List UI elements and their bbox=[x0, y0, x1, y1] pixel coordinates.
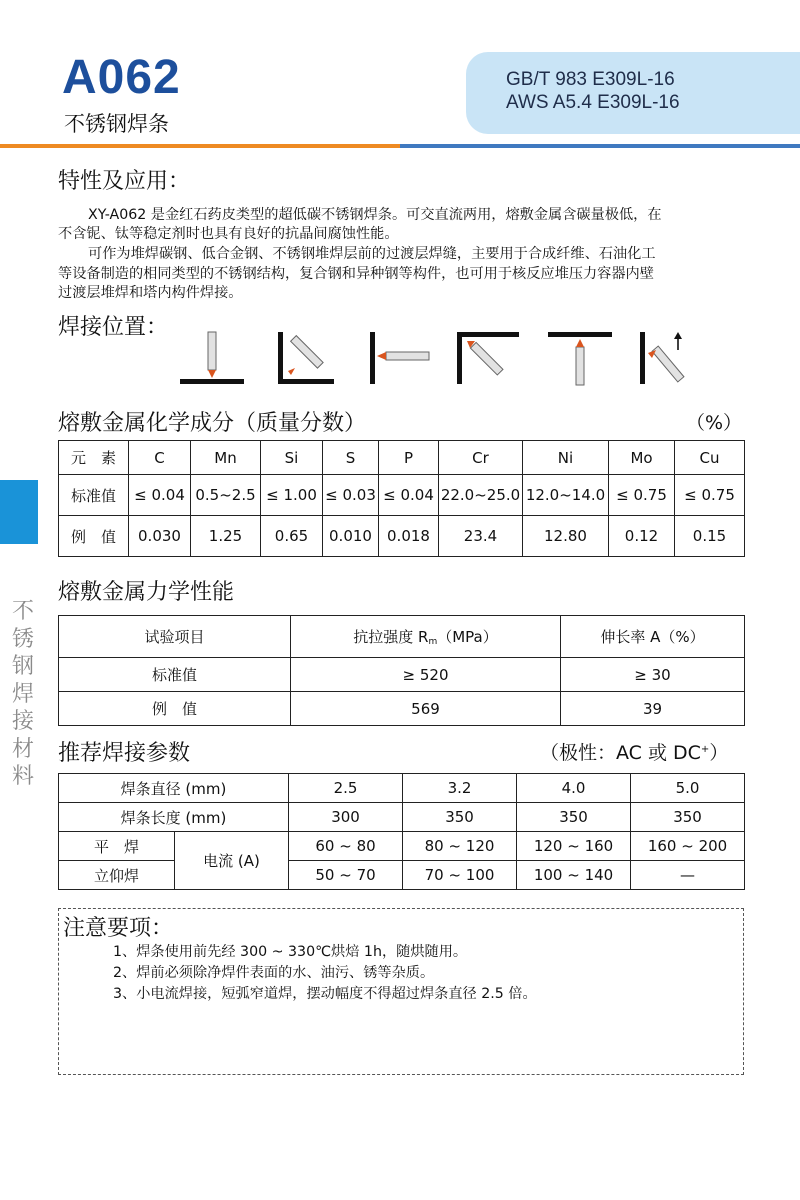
flat-current-2: 80 ~ 120 bbox=[403, 832, 517, 861]
features-para2-line2: 等设备制造的相同类型的不锈钢结构，复合钢和异种钢等构件，也可用于核反应堆压力容器内壁 bbox=[58, 266, 654, 282]
chemical-header-row bbox=[59, 441, 745, 475]
product-name: 不锈钢焊条 bbox=[64, 112, 169, 136]
params-polarity bbox=[540, 738, 728, 765]
standard-aws: AWS A5.4 E309L-16 bbox=[506, 92, 680, 113]
diameter-4: 5.0 bbox=[631, 774, 745, 803]
polarity-close: ） bbox=[709, 742, 729, 764]
standard-gb: GB/T 983 E309L-16 bbox=[506, 69, 675, 90]
notes-title: 注意要项： bbox=[63, 916, 174, 941]
length-4: 350 bbox=[631, 803, 745, 832]
side-tab-marker bbox=[0, 480, 38, 544]
mechanical-standard-label: 标准值 bbox=[59, 658, 291, 692]
features-para2-line3: 过渡层堆焊和塔内构件焊接。 bbox=[58, 285, 243, 301]
diameter-2: 3.2 bbox=[403, 774, 517, 803]
overhead-fillet-icon bbox=[457, 332, 519, 384]
element-s: S bbox=[323, 441, 379, 475]
diameter-label: 焊条直径 (mm) bbox=[59, 774, 289, 803]
mechanical-example-row bbox=[59, 692, 745, 726]
welding-position-icons bbox=[178, 328, 698, 390]
mechanical-col-tensile bbox=[291, 616, 561, 658]
features-para2-line1: 可作为堆焊碳钢、低合金钢、不锈钢堆焊层前的过渡层焊缝，主要用于合成纤维、石油化工 bbox=[88, 246, 656, 262]
example-s: 0.010 bbox=[323, 516, 379, 557]
chemical-example-row bbox=[59, 516, 745, 557]
note-item-1: 1、焊条使用前先经 300 ~ 330℃烘焙 1h，随烘随用。 bbox=[113, 944, 468, 960]
vertical-current-3: 100 ~ 140 bbox=[517, 861, 631, 890]
example-c: 0.030 bbox=[129, 516, 191, 557]
tensile-label: 抗拉强度 R bbox=[353, 628, 429, 646]
standard-cr: 22.0~25.0 bbox=[439, 475, 523, 516]
vertical-current-1: 50 ~ 70 bbox=[289, 861, 403, 890]
diameter-1: 2.5 bbox=[289, 774, 403, 803]
element-cr: Cr bbox=[439, 441, 523, 475]
params-flat-row bbox=[59, 832, 745, 861]
element-p: P bbox=[379, 441, 439, 475]
chemical-unit: （%） bbox=[686, 412, 743, 434]
mechanical-col-item: 试验项目 bbox=[59, 616, 291, 658]
params-table bbox=[58, 773, 745, 890]
mechanical-title: 熔敷金属力学性能 bbox=[58, 580, 235, 605]
chemical-header-label: 元 素 bbox=[59, 441, 129, 475]
flat-label: 平 焊 bbox=[59, 832, 175, 861]
mechanical-example-label: 例 值 bbox=[59, 692, 291, 726]
example-p: 0.018 bbox=[379, 516, 439, 557]
vertical-label: 立仰焊 bbox=[59, 861, 175, 890]
mechanical-standard-elongation: ≥ 30 bbox=[561, 658, 745, 692]
mechanical-standard-row bbox=[59, 658, 745, 692]
features-title: 特性及应用： bbox=[58, 169, 191, 194]
params-title: 推荐焊接参数 bbox=[58, 741, 191, 766]
example-mo: 0.12 bbox=[609, 516, 675, 557]
mechanical-header-row bbox=[59, 616, 745, 658]
standard-ni: 12.0~14.0 bbox=[523, 475, 609, 516]
vertical-current-4: — bbox=[631, 861, 745, 890]
example-mn: 1.25 bbox=[191, 516, 261, 557]
element-si: Si bbox=[261, 441, 323, 475]
standard-s: ≤ 0.03 bbox=[323, 475, 379, 516]
polarity-superscript: + bbox=[700, 744, 710, 755]
chemical-table bbox=[58, 440, 745, 557]
tensile-subscript: m bbox=[428, 637, 438, 647]
features-para1-line1: XY-A062 是金红石药皮类型的超低碳不锈钢焊条。可交直流两用，熔敷金属含碳量极低，在 bbox=[88, 207, 662, 223]
note-item-3: 3、小电流焊接，短弧窄道焊，摆动幅度不得超过焊条直径 2.5 倍。 bbox=[113, 986, 537, 1002]
params-length-row bbox=[59, 803, 745, 832]
example-si: 0.65 bbox=[261, 516, 323, 557]
features-para1-line2: 不含铌、钛等稳定剂时也具有良好的抗晶间腐蚀性能。 bbox=[58, 226, 399, 242]
element-cu: Cu bbox=[675, 441, 745, 475]
welding-position-title: 焊接位置： bbox=[58, 315, 169, 340]
length-3: 350 bbox=[517, 803, 631, 832]
standard-c: ≤ 0.04 bbox=[129, 475, 191, 516]
params-diameter-row bbox=[59, 774, 745, 803]
flat-current-4: 160 ~ 200 bbox=[631, 832, 745, 861]
current-label: 电流 (A) bbox=[175, 832, 289, 890]
standard-mn: 0.5~2.5 bbox=[191, 475, 261, 516]
example-cu: 0.15 bbox=[675, 516, 745, 557]
element-mo: Mo bbox=[609, 441, 675, 475]
horizontal-fillet-icon bbox=[278, 332, 334, 384]
chemical-example-label: 例 值 bbox=[59, 516, 129, 557]
header-rule-blue bbox=[400, 144, 800, 148]
overhead-position-icon bbox=[548, 332, 612, 385]
diameter-3: 4.0 bbox=[517, 774, 631, 803]
chemical-standard-label: 标准值 bbox=[59, 475, 129, 516]
standard-p: ≤ 0.04 bbox=[379, 475, 439, 516]
standards-box bbox=[466, 52, 800, 134]
polarity-label: （极性：AC 或 DC bbox=[540, 742, 701, 764]
element-ni: Ni bbox=[523, 441, 609, 475]
element-mn: Mn bbox=[191, 441, 261, 475]
chemical-title: 熔敷金属化学成分（质量分数） bbox=[58, 411, 367, 436]
flat-position-icon bbox=[180, 332, 244, 384]
standard-si: ≤ 1.00 bbox=[261, 475, 323, 516]
length-1: 300 bbox=[289, 803, 403, 832]
mechanical-example-tensile: 569 bbox=[291, 692, 561, 726]
tensile-unit: （MPa） bbox=[437, 628, 498, 646]
element-c: C bbox=[129, 441, 191, 475]
mechanical-example-elongation: 39 bbox=[561, 692, 745, 726]
notes-box bbox=[58, 908, 744, 1075]
flat-current-1: 60 ~ 80 bbox=[289, 832, 403, 861]
mechanical-col-elongation: 伸长率 A（%） bbox=[561, 616, 745, 658]
params-vertical-row bbox=[59, 861, 745, 890]
side-category-label: 不锈钢焊接材料 bbox=[11, 599, 34, 789]
horizontal-position-icon bbox=[370, 332, 429, 384]
standard-mo: ≤ 0.75 bbox=[609, 475, 675, 516]
vertical-up-icon bbox=[640, 332, 684, 384]
note-item-2: 2、焊前必须除净焊件表面的水、油污、锈等杂质。 bbox=[113, 965, 435, 981]
length-label: 焊条长度 (mm) bbox=[59, 803, 289, 832]
example-ni: 12.80 bbox=[523, 516, 609, 557]
example-cr: 23.4 bbox=[439, 516, 523, 557]
mechanical-table bbox=[58, 615, 745, 726]
product-code: A062 bbox=[62, 51, 181, 104]
mechanical-standard-tensile: ≥ 520 bbox=[291, 658, 561, 692]
vertical-current-2: 70 ~ 100 bbox=[403, 861, 517, 890]
header-rule-orange bbox=[0, 144, 400, 148]
flat-current-3: 120 ~ 160 bbox=[517, 832, 631, 861]
standard-cu: ≤ 0.75 bbox=[675, 475, 745, 516]
length-2: 350 bbox=[403, 803, 517, 832]
chemical-standard-row bbox=[59, 475, 745, 516]
